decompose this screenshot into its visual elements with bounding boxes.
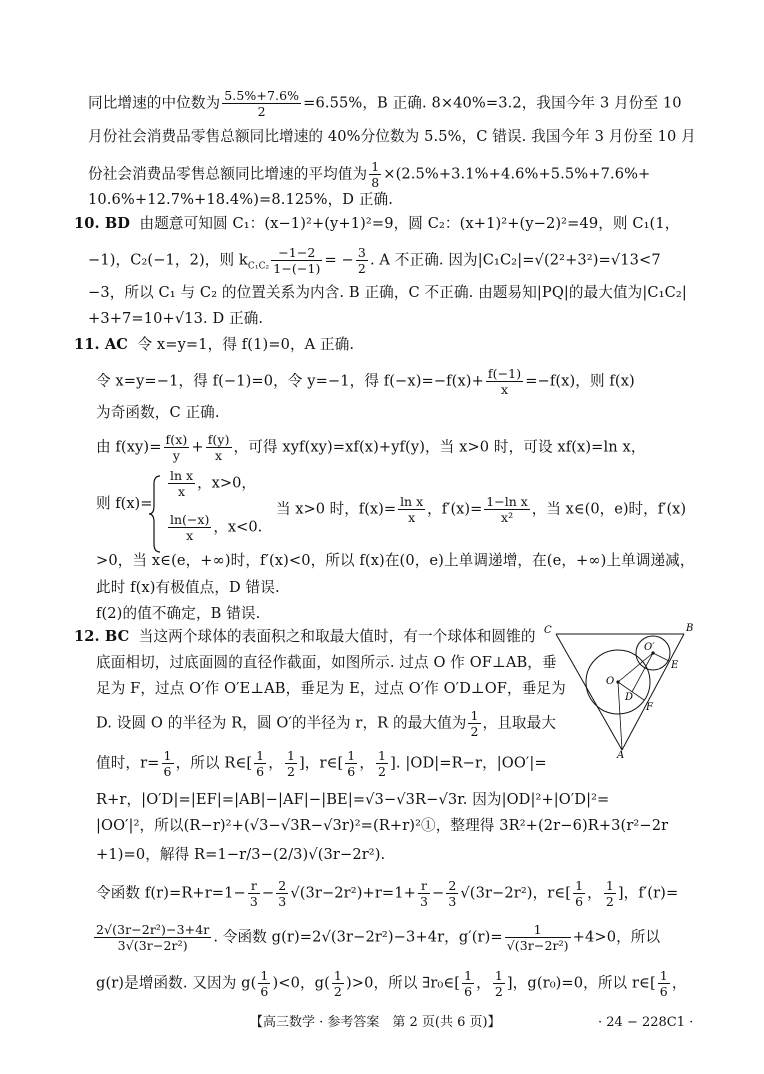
fraction-median: $\frac{5.5\%+7.6\%}{2}$ xyxy=(224,88,300,119)
q11-derivative-line: 当 x>0 时，f(x)= $\frac{\text{ln x}}{x}$ ，f′(x)= $\frac{\text{1−ln x}}{\text{x²}}$ ，当 x∈(0，e)时，f′(x) xyxy=(276,494,687,525)
q12-line-10: $\frac{\text{2√(3r−2r²)−3+4r}}{\text{3√(3r−2r²)}}$ . 令函数 g(r)=2√(3r−2r²)−3+4r，g′(r)= $\frac{1}{\text{√(3r−2r²)}}$ +4>0，所以 xyxy=(96,922,661,953)
svg-text:A: A xyxy=(617,750,625,760)
q12-line-9: 令函数 f(r)=R+r=1− $\frac{r}{3}$ − $\frac{2}{3}$ √(3r−2r²)+r=1+ $\frac{r}{3}$ − $\frac{2}{3}$ √(3r−2r²)，r∈[ $\frac{1}{6}$ ， $\frac{1}{2}$ ]，f′(r)= xyxy=(96,878,679,909)
svg-text:O: O xyxy=(606,676,615,687)
line-oo-prime xyxy=(618,653,653,682)
fraction-g-prime: $\frac{1}{\text{√(3r−2r²)}}$ xyxy=(506,922,569,953)
q11-line-6: 此时 f(x)有极值点，D 错误. xyxy=(96,579,280,596)
footer-code: · 24 − 228C1 · xyxy=(598,1015,694,1030)
footer-page-info: 【高三数学 · 参考答案 第 2 页(共 6 页)】 xyxy=(250,1015,501,1030)
question-label-11: 11. AC xyxy=(74,336,129,353)
q12-line-7: |OO′|²，所以(R−r)²+(√3−√3R−√3r)²=(R+r)²①，整理得 3R²+(2r−6)R+3(r²−2r xyxy=(96,817,669,834)
svg-text:B: B xyxy=(686,623,694,634)
text-run: 同比增速的中位数为 xyxy=(88,94,221,112)
fraction-f-neg1-x: $\frac{f(-1)}{x}$ xyxy=(487,366,522,397)
svg-text:E: E xyxy=(671,660,679,671)
q12-line-8: +1)=0，解得 R=1−r/3−(2/3)√(3r−2r²). xyxy=(96,846,386,863)
q12-line-1: 12. BC 当这两个球体的表面积之和取最大值时，有一个球体和圆锥的 xyxy=(74,628,536,645)
q9-line-1 xyxy=(88,88,682,119)
fraction-slope: $\frac{-1-2}{1-(-1)}$ xyxy=(273,245,321,276)
q10-line-4: +3+7=10+√13. D 正确. xyxy=(88,310,264,327)
cone-cross-section-figure xyxy=(538,620,698,760)
q12-line-3: 足为 F，过点 O′作 O′E⊥AB，垂足为 E，过点 O′作 O′D⊥OF，垂足为 xyxy=(96,680,566,697)
q12-line-6: R+r，|O′D|=|EF|=|AB|−|AF|−|BE|=√3−√3R−√3r. 因为|OD|²+|O′D|²= xyxy=(96,791,610,808)
piecewise-case-2: $\frac{\ln(-x)}{x}$ ，x<0. xyxy=(170,512,263,543)
q9-line-4: 10.6%+12.7%+18.4%)=8.125%，D 正确. xyxy=(88,191,393,208)
text-run: =6.55%，B 正确. 8×40%=3.2，我国今年 3 月份至 10 xyxy=(303,94,682,112)
q11-line-4: 由 f(xy)= $\frac{f(x)}{y}$ + $\frac{f(y)}{x}$ ，可得 xyf(xy)=xf(x)+yf(y)，当 x>0 时，可设 xf(x)=ln x， xyxy=(96,432,646,463)
q10-line-3: −3，所以 C₁ 与 C₂ 的位置关系为内含. B 正确，C 不正确. 由题易知|PQ|的最大值为|C₁C₂| xyxy=(88,284,687,301)
q10-line-2: −1)，C₂(−1，2)，则 $k_{C_1C_2}$ $\frac{-1-2}{1-(-1)}$ = − $\frac{3}{2}$ . A 不正确. 因为|C₁C₂|=√(2²+3²)=√13<7 xyxy=(88,245,661,276)
fraction-three-half: $\frac{3}{2}$ xyxy=(357,245,366,276)
q11-line-2: 令 x=y=−1，得 f(−1)=0，令 y=−1，得 f(−x)=−f(x)+ $\frac{f(-1)}{x}$ =−f(x)，则 f(x) xyxy=(96,366,635,397)
piecewise-case-1: $\frac{\text{ln x}}{x}$ ，x>0， xyxy=(170,468,257,499)
fraction-fy-x: $\frac{f(y)}{x}$ xyxy=(207,432,230,463)
q12-line-2: 底面相切，过底面圆的直径作截面，如图所示. 过点 O 作 OF⊥AB，垂 xyxy=(96,654,557,671)
q11-line-1: 11. AC 令 x=y=1，得 f(1)=0，A 正确. xyxy=(74,336,355,353)
q12-line-5: 值时，r= $\frac{1}{6}$ ，所以 R∈[ $\frac{1}{6}$ ， $\frac{1}{2}$ ]，r∈[ $\frac{1}{6}$ ， $\frac{1}{2}$ ]. |OD|=R−r，|OO′|= xyxy=(96,748,547,779)
line-oa xyxy=(618,682,622,750)
left-brace-icon xyxy=(148,474,162,554)
q12-line-4: D. 设圆 O 的半径为 R，圆 O′的半径为 r，R 的最大值为 $\frac{1}{2}$ ，且取最大 xyxy=(96,708,557,739)
piecewise-lead: 则 f(x)= xyxy=(96,495,153,512)
question-label-10: 10. BD xyxy=(74,215,131,232)
svg-text:O′: O′ xyxy=(644,642,655,653)
q11-line-3: 为奇函数，C 正确. xyxy=(96,404,220,421)
q10-line-1: 10. BD 由题意可知圆 C₁：(x−1)²+(y+1)²=9，圆 C₂：(x+1)²+(y−2)²=49，则 C₁(1， xyxy=(74,215,680,232)
q11-line-5: >0，当 x∈(e，+∞)时，f′(x)<0，所以 f(x)在(0，e)上单调递增，在(e，+∞)上单调递减， xyxy=(96,552,695,569)
svg-text:C: C xyxy=(544,625,552,636)
question-label-12: 12. BC xyxy=(74,628,130,645)
edge-ca xyxy=(556,634,622,750)
fraction-fx-y: $\frac{f(x)}{y}$ xyxy=(165,432,188,463)
fraction-half: $\frac{1}{2}$ xyxy=(470,708,479,739)
fraction-eighth: $\frac{1}{8}$ xyxy=(371,159,380,190)
q9-line-3: 份社会消费品零售总额同比增速的平均值为 $\frac{1}{8}$ ×(2.5%+3.1%+4.6%+5.5%+7.6%+ xyxy=(88,159,651,190)
q11-line-7: f(2)的值不确定，B 错误. xyxy=(96,605,261,622)
q9-line-2: 月份社会消费品零售总额同比增速的 40%分位数为 5.5%，C 错误. 我国今年 3 月份至 10 月 xyxy=(88,128,696,145)
svg-text:F: F xyxy=(646,702,653,713)
q12-line-11: g(r)是增函数. 又因为 g( $\frac{1}{6}$ )<0，g( $\frac{1}{2}$ )>0，所以 ∃r₀∈[ $\frac{1}{6}$ ， $\frac{1}{2}$ ]，g(r₀)=0，所以 r∈[ $\frac{1}{6}$ ， xyxy=(96,968,687,999)
line-o-prime-e xyxy=(653,653,669,661)
fraction-f-prime: $\frac{\text{2√(3r−2r²)−3+4r}}{\text{3√(3r−2r²)}}$ xyxy=(96,922,210,953)
svg-text:D: D xyxy=(625,692,634,703)
